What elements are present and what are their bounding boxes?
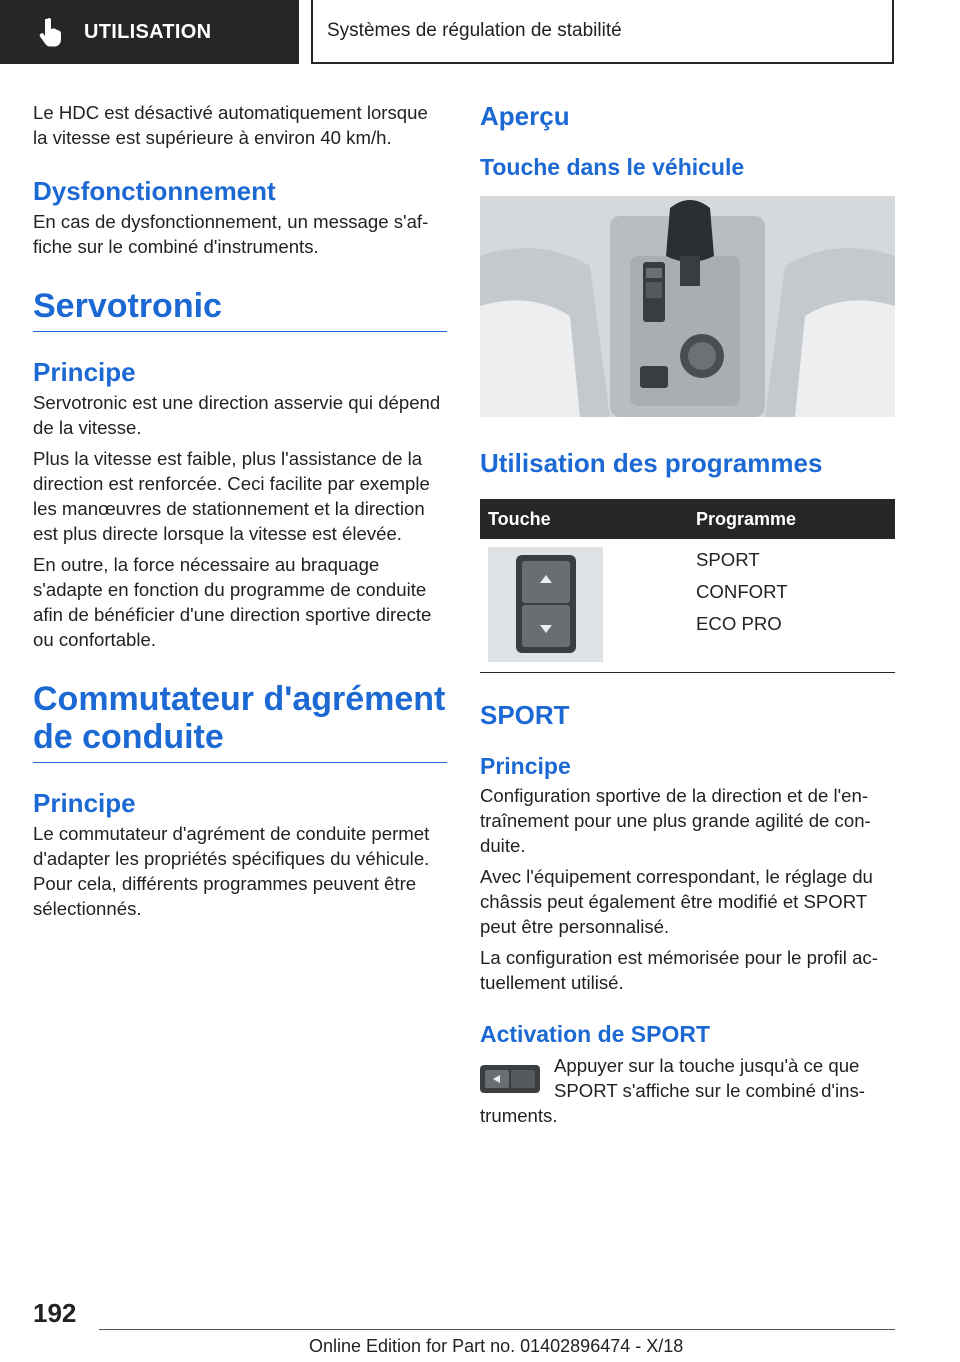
- table-header-touche: Touche: [480, 499, 688, 539]
- heading-utilisation-programmes: Utilisation des programmes: [480, 448, 823, 478]
- footer-edition: Online Edition for Part no. 01402896474 - X/18: [309, 1336, 684, 1356]
- heading-principe-commutateur: Principe: [33, 788, 136, 818]
- heading-apercu: Aperçu: [480, 101, 570, 131]
- paragraph-servotronic-3: En outre, la force nécessaire au braquage s'adapte en fonction du programme de conduite afin de bénéficier d'une direction sportive directe ou confortable.: [33, 554, 432, 650]
- paragraph-commutateur: Le commutateur d'agrément de conduite permet d'adapter les propriétés spécifiques du véhicule. Pour cela, différents programmes peuvent être sélectionnés.: [33, 823, 430, 919]
- footer-divider: [99, 1329, 895, 1330]
- table-header-programme: Programme: [688, 499, 895, 539]
- program-confort: CONFORT: [696, 581, 788, 602]
- program-eco-pro: ECO PRO: [696, 613, 782, 634]
- sport-switch-icon: [480, 1063, 540, 1095]
- heading-principe-servotronic: Principe: [33, 357, 136, 387]
- section-title: UTILISATION: [84, 20, 212, 43]
- heading-touche-vehicule: Touche dans le véhicule: [480, 154, 745, 180]
- paragraph-dysfonctionnement: En cas de dysfonctionnement, un message s'affiche sur le combiné d'instruments.: [33, 211, 429, 257]
- hand-pointer-icon: [38, 17, 64, 47]
- paragraph-sport-1: Configuration sportive de la direction et de l'entraînement pour une plus grande agilité de conduite.: [480, 785, 871, 856]
- chapter-header: [311, 0, 894, 64]
- table-header-row: [480, 499, 895, 539]
- paragraph-sport-3: La configuration est mémorisée pour le profil actuellement utilisé.: [480, 947, 878, 993]
- heading-dysfonctionnement: Dysfonctionnement: [33, 176, 276, 206]
- drive-switch-image: [488, 547, 603, 662]
- table-cell-touche: [480, 539, 688, 673]
- vehicle-console-photo: [480, 196, 895, 417]
- activation-block: [480, 1053, 895, 1128]
- table-row: [480, 539, 895, 673]
- program-table: [480, 499, 895, 673]
- heading-sport: SPORT: [480, 700, 570, 730]
- program-sport: SPORT: [696, 549, 760, 570]
- vehicle-console-illustration: [480, 196, 895, 417]
- heading-commutateur: Commutateur d'agrément de conduite: [33, 680, 447, 763]
- heading-servotronic: Servotronic: [33, 287, 447, 332]
- right-column: [480, 100, 895, 1134]
- section-tab: [0, 0, 299, 64]
- chapter-title: Systèmes de régulation de stabilité: [327, 20, 622, 41]
- paragraph-activation: Appuyer sur la touche jusqu'à ce que SPORT s'affiche sur le combiné d'instruments.: [480, 1055, 865, 1126]
- drive-switch-icon: [488, 547, 603, 662]
- left-column: [33, 100, 447, 927]
- paragraph-servotronic-2: Plus la vitesse est faible, plus l'assistance de la direction est renforcée. Ceci facilite par exemple les manœuvres de stationnement et la direction est plus directe lorsque la vitesse est élevée.: [33, 448, 430, 544]
- page-number: 192: [33, 1298, 77, 1328]
- paragraph-hdc: Le HDC est désactivé automatiquement lorsque la vitesse est supérieure à environ 40 km/h.: [33, 102, 428, 148]
- paragraph-servotronic-1: Servotronic est une direction asservie qui dépend de la vitesse.: [33, 392, 441, 438]
- heading-activation-sport: Activation de SPORT: [480, 1021, 711, 1047]
- paragraph-sport-2: Avec l'équipement correspondant, le réglage du châssis peut également être modifié et SPORT peut être personnalisé.: [480, 866, 873, 937]
- table-cell-programmes: [688, 539, 895, 673]
- heading-principe-sport: Principe: [480, 753, 571, 779]
